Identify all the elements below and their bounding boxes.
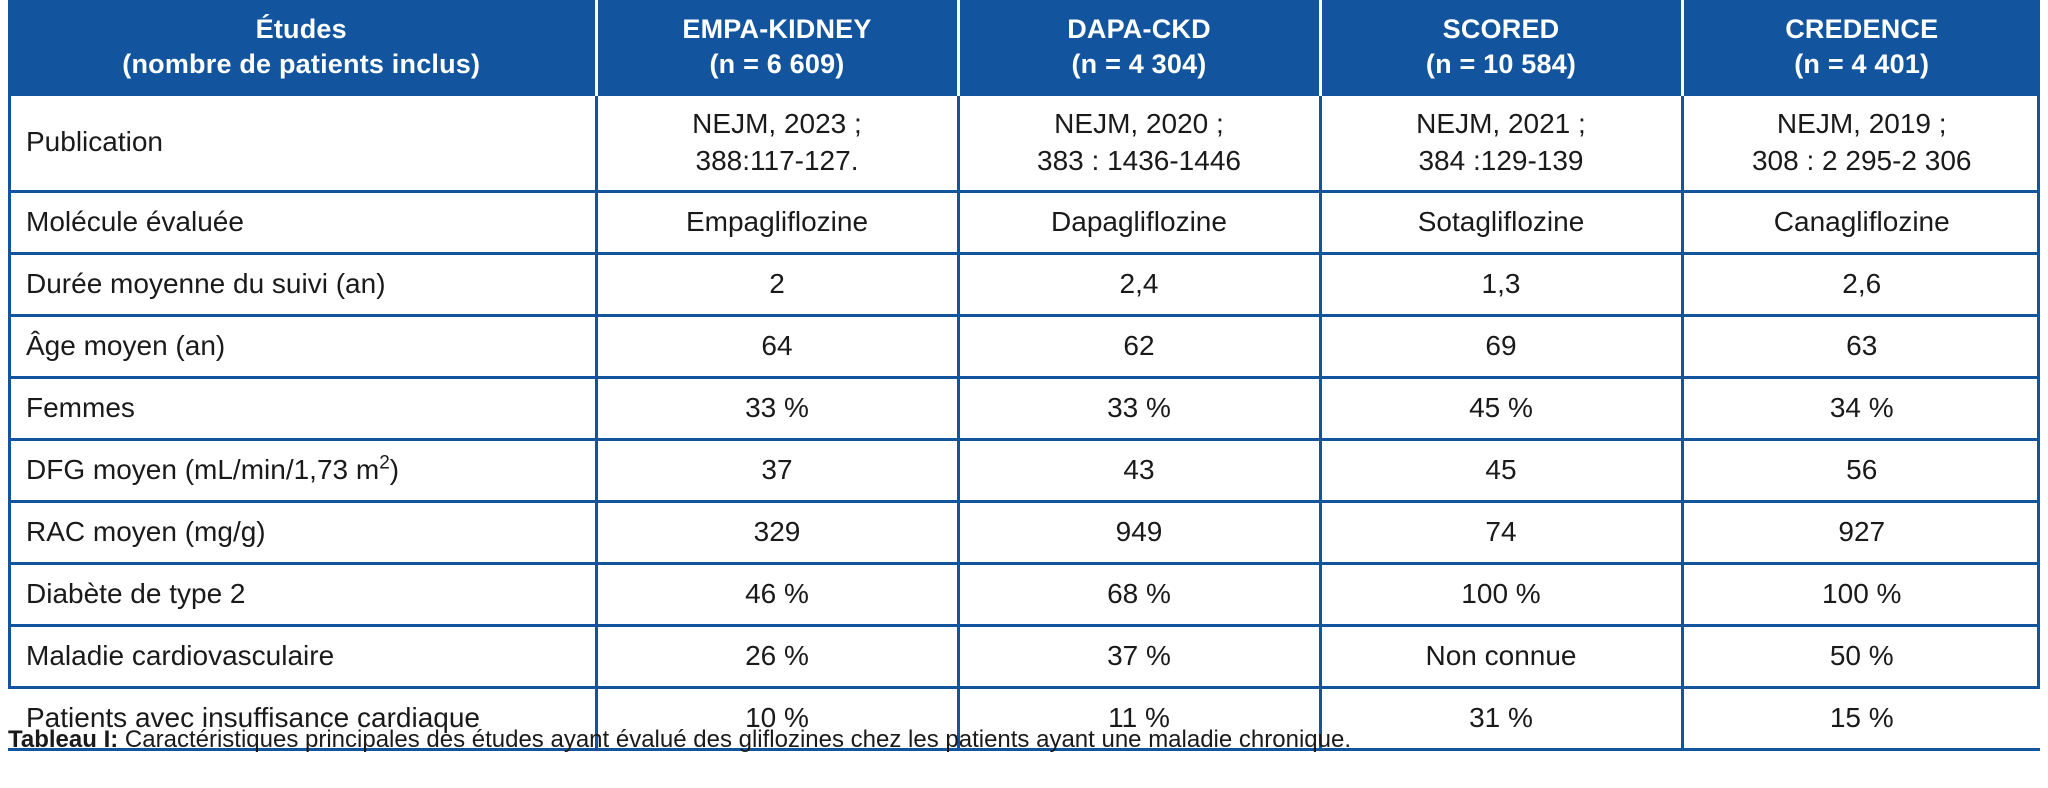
column-header-studies-line2: (nombre de patients inclus)	[122, 49, 481, 79]
row-label-maladie-cardiovasculaire: Maladie cardiovasculaire	[8, 625, 596, 687]
superscript-2: 2	[379, 452, 390, 474]
cell-femmes-scored: 45 %	[1320, 377, 1682, 439]
column-header-scored-line1: SCORED	[1442, 14, 1560, 45]
cell-line1: NEJM, 2020 ;	[1054, 108, 1224, 139]
row-label-age-moyen: Âge moyen (an)	[8, 315, 596, 377]
column-header-empa-kidney-line2: (n = 6 609)	[709, 49, 845, 79]
cell-duree-credence: 2,6	[1682, 253, 2040, 315]
table-caption-text: Caractéristiques principales des études ayant évalué des gliflozines chez les patients ayant une maladie chronique.	[118, 726, 1351, 753]
cell-rac-dapa-ckd: 949	[958, 501, 1320, 563]
cell-age-empa-kidney: 64	[596, 315, 958, 377]
row-label-rac-moyen: RAC moyen (mg/g)	[8, 501, 596, 563]
cell-insuffisance-empa-kidney: 10 %	[596, 687, 958, 749]
table-header-row	[8, 0, 2040, 96]
table-caption	[8, 724, 2040, 755]
column-header-credence-line2: (n = 4 401)	[1794, 49, 1930, 79]
row-label-publication: Publication	[8, 96, 596, 191]
table-row	[8, 377, 2040, 439]
cell-rac-empa-kidney: 329	[596, 501, 958, 563]
cell-maladie-cv-scored: Non connue	[1320, 625, 1682, 687]
cell-diabete-credence: 100 %	[1682, 563, 2040, 625]
cell-age-credence: 63	[1682, 315, 2040, 377]
cell-molecule-dapa-ckd: Dapagliflozine	[958, 191, 1320, 253]
cell-duree-scored: 1,3	[1320, 253, 1682, 315]
cell-maladie-cv-credence: 50 %	[1682, 625, 2040, 687]
table-row	[8, 439, 2040, 501]
cell-line2: 388:117-127.	[695, 144, 859, 176]
column-header-dapa-ckd-line2: (n = 4 304)	[1071, 49, 1207, 79]
row-label-molecule: Molécule évaluée	[8, 191, 596, 253]
table-caption-label: Tableau I:	[8, 726, 119, 753]
row-label-duree-suivi: Durée moyenne du suivi (an)	[8, 253, 596, 315]
cell-insuffisance-scored: 31 %	[1320, 687, 1682, 749]
cell-femmes-dapa-ckd: 33 %	[958, 377, 1320, 439]
column-header-scored	[1320, 0, 1682, 96]
cell-dfg-credence: 56	[1682, 439, 2040, 501]
cell-rac-scored: 74	[1320, 501, 1682, 563]
table-row	[8, 563, 2040, 625]
cell-femmes-credence: 34 %	[1682, 377, 2040, 439]
cell-age-dapa-ckd: 62	[958, 315, 1320, 377]
cell-line1: NEJM, 2021 ;	[1416, 108, 1586, 139]
cell-publication-credence	[1682, 96, 2040, 191]
cell-line2: 383 : 1436-1446	[1037, 144, 1241, 176]
column-header-empa-kidney	[596, 0, 958, 96]
column-header-empa-kidney-line1: EMPA-KIDNEY	[682, 14, 872, 45]
cell-line1: NEJM, 2023 ;	[692, 108, 862, 139]
table-row	[8, 625, 2040, 687]
cell-dfg-empa-kidney: 37	[596, 439, 958, 501]
column-header-dapa-ckd	[958, 0, 1320, 96]
cell-molecule-scored: Sotagliflozine	[1320, 191, 1682, 253]
column-header-studies	[8, 0, 596, 96]
row-label-dfg-moyen: DFG moyen (mL/min/1,73 $m^2$)	[8, 439, 596, 501]
cell-maladie-cv-empa-kidney: 26 %	[596, 625, 958, 687]
cell-age-scored: 69	[1320, 315, 1682, 377]
cell-line1: NEJM, 2019 ;	[1776, 108, 1947, 139]
cell-rac-credence: 927	[1682, 501, 2040, 563]
cell-diabete-scored: 100 %	[1320, 563, 1682, 625]
table-header	[8, 0, 2040, 96]
cell-femmes-empa-kidney: 33 %	[596, 377, 958, 439]
table-row	[8, 501, 2040, 563]
cell-diabete-empa-kidney: 46 %	[596, 563, 958, 625]
cell-publication-dapa-ckd	[958, 96, 1320, 191]
cell-maladie-cv-dapa-ckd: 37 %	[958, 625, 1320, 687]
row-label-insuffisance-cardiaque: Patients avec insuffisance cardiaque	[8, 687, 596, 749]
cell-line2: 384 :129-139	[1418, 144, 1584, 176]
column-header-scored-line2: (n = 10 584)	[1425, 49, 1577, 79]
table-row	[8, 191, 2040, 253]
cell-molecule-empa-kidney: Empagliflozine	[596, 191, 958, 253]
cell-diabete-dapa-ckd: 68 %	[958, 563, 1320, 625]
row-label-diabete-type-2: Diabète de type 2	[8, 563, 596, 625]
cell-insuffisance-dapa-ckd: 11 %	[958, 687, 1320, 749]
cell-insuffisance-credence: 15 %	[1682, 687, 2040, 749]
table-row	[8, 253, 2040, 315]
row-label-femmes: Femmes	[8, 377, 596, 439]
column-header-dapa-ckd-line1: DAPA-CKD	[1067, 14, 1211, 45]
column-header-studies-line1: Études	[255, 14, 347, 45]
table-row	[8, 315, 2040, 377]
cell-dfg-dapa-ckd: 43	[958, 439, 1320, 501]
column-header-credence-line1: CREDENCE	[1785, 14, 1939, 45]
cell-publication-empa-kidney	[596, 96, 958, 191]
cell-publication-scored	[1320, 96, 1682, 191]
column-header-credence	[1682, 0, 2040, 96]
study-comparison-table	[8, 0, 2040, 751]
table-row	[8, 96, 2040, 191]
cell-dfg-scored: 45	[1320, 439, 1682, 501]
cell-duree-dapa-ckd: 2,4	[958, 253, 1320, 315]
cell-line2: 308 : 2 295-2 306	[1751, 144, 1972, 176]
cell-molecule-credence: Canagliflozine	[1682, 191, 2040, 253]
cell-duree-empa-kidney: 2	[596, 253, 958, 315]
table-body	[8, 96, 2040, 749]
